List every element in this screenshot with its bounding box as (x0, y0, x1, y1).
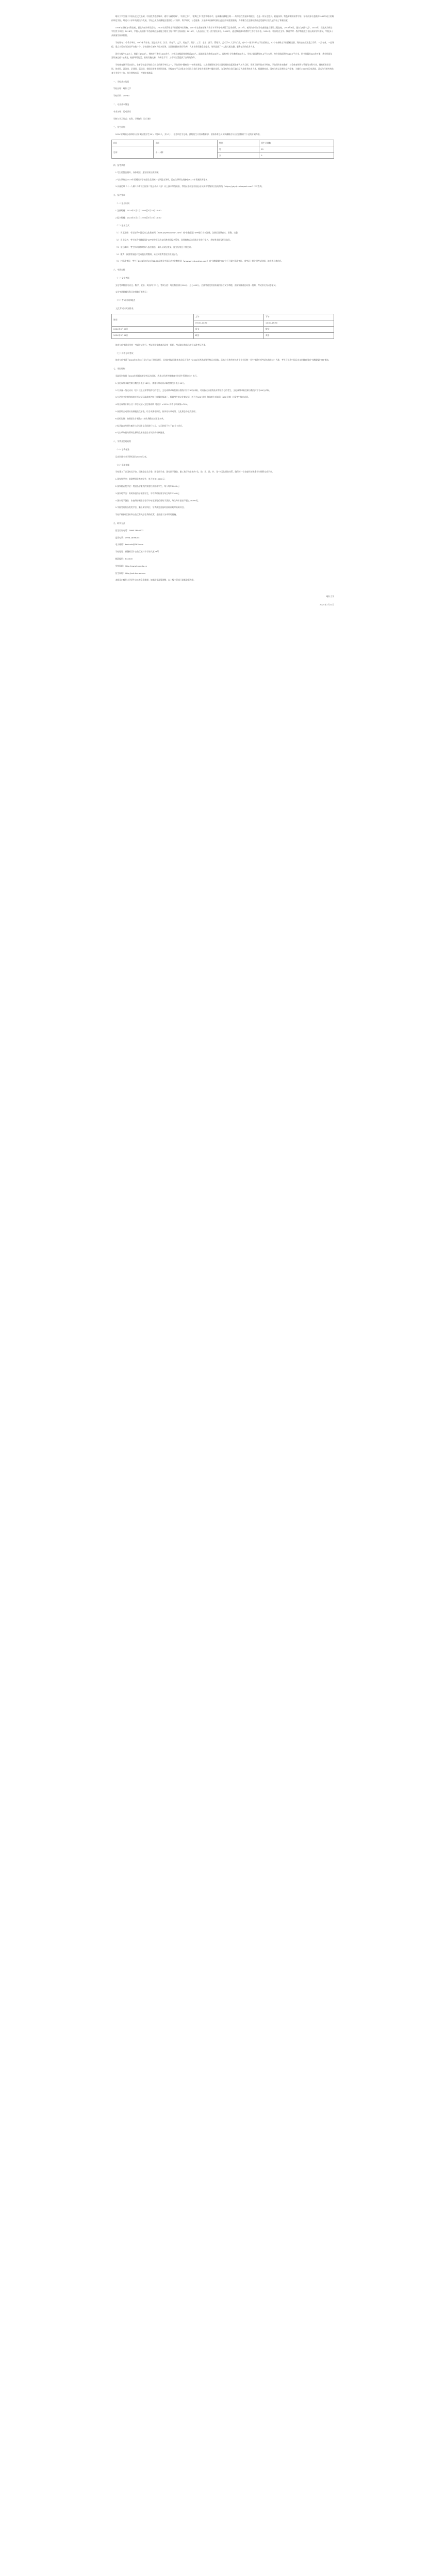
table-header-row (112, 314, 334, 320)
section-heading: 八、学费及奖助政策 (113, 440, 131, 443)
table-cell: 2024年3月30日 (112, 326, 194, 332)
table-header-row (112, 140, 334, 146)
table-header-cell: 09:00-10:30 (193, 320, 263, 326)
intro-paragraph: 1978年升格为本科院校，更名为喀什师范学院。2001年获得硕士学位授权单位资格，2007年在教育部本科教学水平评估中获得了优秀成绩。2012年，被列为中西部高校基础能力建设工程院校。2015年4月，更名为喀什大学。2016年，获批成为硕士学位授予单位；2018年，学校入选国家“中西部高校基础能力建设工程二期”支持高校；2019年，入选自治区“双一流”建设高校。2021年，通过教育部本科教学工作合格评估。2024年，中国语言文学、教育学等一级学科获批自治区高原学科建设，学校步入高质量发展新阶段。 (111, 26, 333, 37)
table-cell: 数学 (263, 326, 334, 332)
major-duration (111, 117, 334, 121)
intro-paragraph: 喀什大学坐落于中国历史文化名城、中国优秀旅游城市、素有“丝路明珠”、“瓜果之乡”、“歌舞之乡”美誉的喀什市，是新疆南疆地区唯一一所综合性普通本科院校，也是一所历史悠久、底蕴深厚、特色鲜明的高等学府。学校前身可追溯到1962年成立的喀什师范学院。经过六十余年的建设与发展，学校已成为南疆地区重要的人才培养、科学研究、社会服务、文化传承创新和国际交流合作的重要基地，为南疆乃至全疆经济社会发展和长治久安作出了积极贡献。 (111, 15, 334, 22)
notice-text: 本简章由喀什大学招生办公室负责解释。如遇国家政策调整，以上级主管部门最新政策为准。 (115, 579, 196, 582)
contact-admission-website: 招生网址：http://zsb.ksu.edu.cn (115, 571, 146, 574)
section-heading: 六、考试安排 (113, 268, 125, 272)
subsection-heading: （二）考试时间和地点 (115, 299, 136, 302)
subsection-heading: （一）报名时间 (115, 201, 129, 205)
table-cell: 2024年3月31日 (112, 332, 194, 338)
school-name (111, 87, 334, 91)
subsection-heading: （三）体育专项考试 (115, 351, 134, 354)
table-header-cell: 招生计划数 (259, 140, 334, 146)
list-item: 2.考生须符合2024年普通高等学校招生全国统一考试报名条件，已在生源所在地参加2024年普通高考报名； (115, 178, 210, 181)
plan-text: 2024年我校运动训练专业计划招收学生30人（男25人，女5人），招生项目为足球。最终招生计划以教育部、国家体育总局及新疆维吾尔自治区教育厅下达的计划为准。 (115, 133, 262, 136)
subsection-heading: （二）资助措施 (115, 463, 129, 466)
subsection-heading: （二）报名方式 (115, 224, 129, 227)
table-header-cell: 小项 (154, 140, 218, 146)
field-label: 学校名称： (113, 87, 123, 90)
table-cell: 25 (259, 146, 334, 152)
list-item: （2）网上报名：考生登录“体教联盟”APP或中国运动文化教育网报名系统，选择我校运动训练专业进行报名，并按要求填写相关信息。 (115, 238, 232, 241)
list-item: 2.报名时间：2024年3月1日12:00至3月10日12:00 (115, 216, 161, 219)
subsection-heading: （一）文化考试 (115, 276, 129, 279)
table-cell: 十一人制 (154, 146, 218, 158)
section-heading: 七、录取规则 (113, 367, 125, 370)
intro-paragraph: 学校现有22个教学单位，86个本科专业，涵盖经济学、法学、教育学、文学、历史学、理学、工学、农学、医学、管理学、艺术学11大学科门类。有5个一级学科硕士学位授权点，12个专业硕士学位授权类别。现有自治区级重点学科、一流专业、一流课程、重点实验室等各类平台数十个。学校坚持立德树人根本任务，全面推进教育教学改革，人才培养质量稳步提升，培养造就了一大批扎根边疆、服务基层的优秀人才。 (111, 41, 334, 48)
field-label: 专业名称： (113, 110, 123, 113)
fee-text: 运动训练专业学费标准为3300元/年。 (115, 455, 148, 458)
list-item: 7.拟录取名单将在喀什大学招生信息网进行公示，公示时间不少于10个工作日。 (115, 424, 185, 427)
aid-text: 学校严格执行国家和自治区有关学生资助政策，全面落实各项资助措施。 (115, 513, 178, 516)
list-item: 5.学校另设有各类奖学金、勤工助学岗位、学费减免及临时困难补助等资助项目。 (115, 506, 186, 509)
table-row (112, 146, 334, 152)
table-cell: 政治 (193, 332, 263, 338)
admission-text: 录取原则依据《2024年普通高等学校运动训练、武术与民族传统体育专业招生管理办法》执行。 (115, 375, 199, 378)
table-cell: 英语 (263, 332, 334, 338)
exam-text: 文化考试科目为语文、数学、政治、英语四门科目，考试分值：每门科目满分100分，总分400分。全部考试使用国家通用语言文字命题，由国家体育总局统一组织，考试形式为闭卷笔试。 (115, 283, 278, 286)
field-value: 运动训练 (123, 110, 131, 113)
aid-text: 学校建立了以国家奖学金、国家励志奖学金、国家助学金、国家助学贷款、勤工助学为主体的“奖、助、贷、勤、补、免”多元化资助体系，确保每一位家庭经济困难学生顺利完成学业。 (115, 470, 274, 473)
table-header-cell: 性别 (217, 140, 259, 146)
document-body (111, 14, 334, 610)
field-value: 本科，学制4年（全日制） (129, 117, 152, 120)
list-item: 8.考生录取最终须经生源所在省级招生考试机构审核批准。 (115, 431, 167, 434)
table-row (112, 332, 334, 338)
table-caption: 文化考试时间安排表 (115, 307, 134, 310)
table-cell: 足球 (112, 146, 154, 158)
table-header-cell: 时间 (112, 314, 194, 326)
list-item: 4.国家助学贷款：家庭经济困难学生可申请生源地信用助学贷款，每生每年最高不超过16000元； (115, 499, 200, 502)
list-item: 1.注册时间：2024年3月1日12:00至3月10日12:00 (115, 209, 161, 212)
table-cell: 5 (259, 152, 334, 158)
field-value: 10763 (123, 94, 129, 97)
table-cell: 女 (217, 152, 259, 158)
list-item: 2.国家励志奖学金：奖励品学兼优的家庭经济困难学生，每人每年6000元； (115, 485, 181, 488)
intro-paragraph: 现有在校生3.2万人，教职工1983人，拥有专任教师1000余人，其中正高级职称教师近200人，副高级职称教师400余人，具有博士学位教师300余人。学校占地面积约3.4平方公里，校舍建筑面积约110万平方米，图书馆藏书220余万册，教学科研仪器设备总值2亿余元。校园环境优美，基础设施完善，为师生学习、工作和生活提供了良好的条件。 (111, 52, 333, 59)
list-item: （4）缴费：按照系统提示完成报名费缴纳，未按时缴费者视为放弃报名。 (115, 252, 179, 256)
table-header-cell: 上午 (193, 314, 263, 320)
table-cell: 男 (217, 146, 259, 152)
section-heading: 九、联系方式 (113, 522, 125, 524)
field-label: 学制与学习形式： (113, 117, 129, 120)
contact-supervision-phone: 监督电话：0998-2899055 (115, 536, 140, 539)
table-header-cell: 下午 (263, 314, 334, 320)
exam-text: 文化考试时间及科目安排如下表所示： (115, 291, 149, 294)
table-header-cell: 14:00-15:30 (263, 320, 334, 326)
major-name (111, 110, 334, 114)
list-item: 3.具备足球（十一人制）体育项目国家二级运动员（含）以上技术等级资格，等级证书须在中国运动员技术等级综合查询系统（https://ydydj.univsport.com）中可查询。 (115, 185, 264, 188)
contact-email: 电子邮箱：ksdxzsb@163.com (115, 543, 144, 546)
school-code (111, 94, 334, 98)
field-label: 学校代码： (113, 94, 123, 97)
list-item: 1.国家奖学金：奖励特别优秀的学生，每人每年10000元； (115, 478, 167, 481)
list-item: 1.文化成绩录取控制分数线不低于180分，体育专项成绩录取控制线不低于40分。 (115, 381, 186, 384)
section-heading: 一、学校基本信息 (113, 80, 129, 83)
section-heading: 二、专业基本情况 (113, 103, 129, 106)
list-item: 1.考生思想品德好，身体健康，遵守国家法律法规； (115, 171, 160, 174)
list-item: （1）网上注册：考生登录中国运动文化教育网（www.ydyeducation.com）或“体教联盟”APP进行实名注册，注册信息须真实、准确、完整。 (115, 231, 240, 234)
exam-text: 体育专项考试采用统一考试方式进行。考试由国家体育总局统一组织，考试地点和具体时间以准考证为准。 (115, 343, 208, 346)
list-item: 4.综合成绩计算公式：综合成绩=文化课成绩（折合）×30%+体育专项成绩×70%。 (115, 403, 189, 406)
contact-website: 学校网址：http://www.ksu.edu.cn (115, 564, 147, 567)
field-value: 喀什大学 (123, 87, 131, 90)
contact-phone: 招生咨询电话：0998-2890007 (115, 529, 144, 532)
intro-paragraph: 学校体育教学历史悠久，体育学院是学校设立较早的教学单位之一。学院坚持“健康第一”的教育理念，以培养德智体美劳全面发展的高素质体育人才为目标，形成了鲜明的办学特色。学院现有体育教育、社会体育指导与管理等本科专业，拥有标准田径场、体育馆、游泳馆、足球场、篮球场、排球场等体育场馆设施。学校高水平运动队在全国及自治区各级各类比赛中屡获佳绩，为国家和自治区输送了大批优秀体育人才。根据教育部、国家体育总局相关文件精神，为做好2024年运动训练、武术与民族传统体育专业招生工作，结合我校实际，特制定本简章。 (111, 63, 334, 74)
list-item: （5）打印准考证：考生于2024年3月23日12:00起登录中国运动文化教育网（www.ydyeducation.com）或“体教联盟”APP自行下载打印准考证，准考证上将注明考试时间、地点等具体信息。 (115, 260, 284, 263)
section-heading: 四、报考条件 (113, 163, 125, 166)
subsection-heading: （一）学费标准 (115, 448, 129, 451)
list-item: 6.投档比例：按照招生计划数1:1的比例确定拟录取名单。 (115, 417, 166, 420)
table-cell: 语文 (193, 326, 263, 332)
section-heading: 五、报名要求 (113, 194, 125, 197)
list-item: （3）信息确认：考生须认真核对本人报名信息，确认无误后提交，提交后信息不得更改。 (115, 245, 193, 248)
list-item: 2.对具备一级运动员（含）以上技术等级称号的考生，文化成绩录取控制分数线可下浮30分录取，对具备运动健将技术等级称号的考生，文化成绩录取控制分数线可下浮60分录取。 (115, 388, 271, 392)
section-heading: 三、招生计划 (113, 126, 125, 129)
table-header-cell: 项目 (112, 140, 154, 146)
exam-table (111, 314, 334, 339)
contact-address: 学校地址：新疆维吾尔自治区喀什市学府大道29号 (115, 550, 159, 553)
plan-table (111, 140, 334, 159)
date: 2024年2月22日 (319, 603, 334, 606)
signature: 喀什大学 (326, 595, 334, 598)
list-item: 5.按照综合成绩从高到低依次录取。综合成绩相同的，按体育专项成绩、文化课总分依次排序。 (115, 410, 197, 413)
list-item: 3.在达到文化课和体育专项成绩录取最低控制分数线的基础上，根据考生的文化课成绩（折合为100分制）和体育专项成绩（100分制）计算考生综合成绩。 (115, 396, 250, 399)
table-row (112, 326, 334, 332)
exam-text: 体育专项考试于2024年3月30日至5月11日期间进行，具体安排以国家体育总局下发的《2024年普通高等学校运动训练、武术与民族传统体育专业全国统一招生考试专项考试实施办法》为准，考生可登录中国运动文化教育网或“体教联盟”APP查询。 (115, 359, 331, 362)
list-item: 3.国家助学金：资助家庭经济困难学生，平均资助标准为每生每年3300元； (115, 492, 181, 495)
contact-postcode: 邮政编码：844000 (115, 557, 133, 560)
